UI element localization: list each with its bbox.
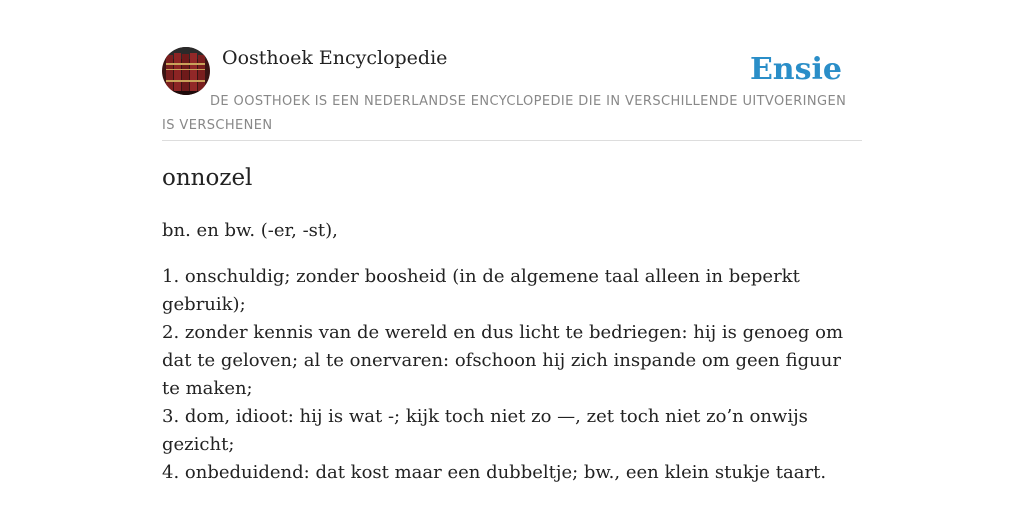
definition-item: 4. onbeduidend: dat kost maar een dubbeltje; bw., een klein stukje taart.	[162, 462, 827, 483]
definition-item: 2. zonder kennis van de wereld en dus licht te bedriegen: hij is genoeg om dat te geloven; al te onervaren: ofschoon hij zich inspande om geen figuur te maken;	[162, 322, 844, 399]
source-header	[162, 46, 862, 141]
entry-title: onnozel	[162, 165, 253, 191]
definition-list	[162, 263, 862, 487]
brand-logo[interactable]: Ensie	[749, 52, 842, 87]
grammar-note: bn. en bw. (-er, -st),	[162, 220, 338, 241]
definition-item: 3. dom, idioot: hij is wat -; kijk toch niet zo —, zet toch niet zo’n onwijs gezicht;	[162, 406, 808, 455]
source-description: DE OOSTHOEK IS EEN NEDERLANDSE ENCYCLOPEDIE DIE IN VERSCHILLENDE UITVOERINGEN IS VERSCHENEN	[162, 94, 847, 133]
encyclopedia-books-icon[interactable]	[162, 47, 210, 95]
definition-item: 1. onschuldig; zonder boosheid (in de algemene taal alleen in beperkt gebruik);	[162, 266, 800, 315]
source-name[interactable]: Oosthoek Encyclopedie	[222, 47, 448, 69]
